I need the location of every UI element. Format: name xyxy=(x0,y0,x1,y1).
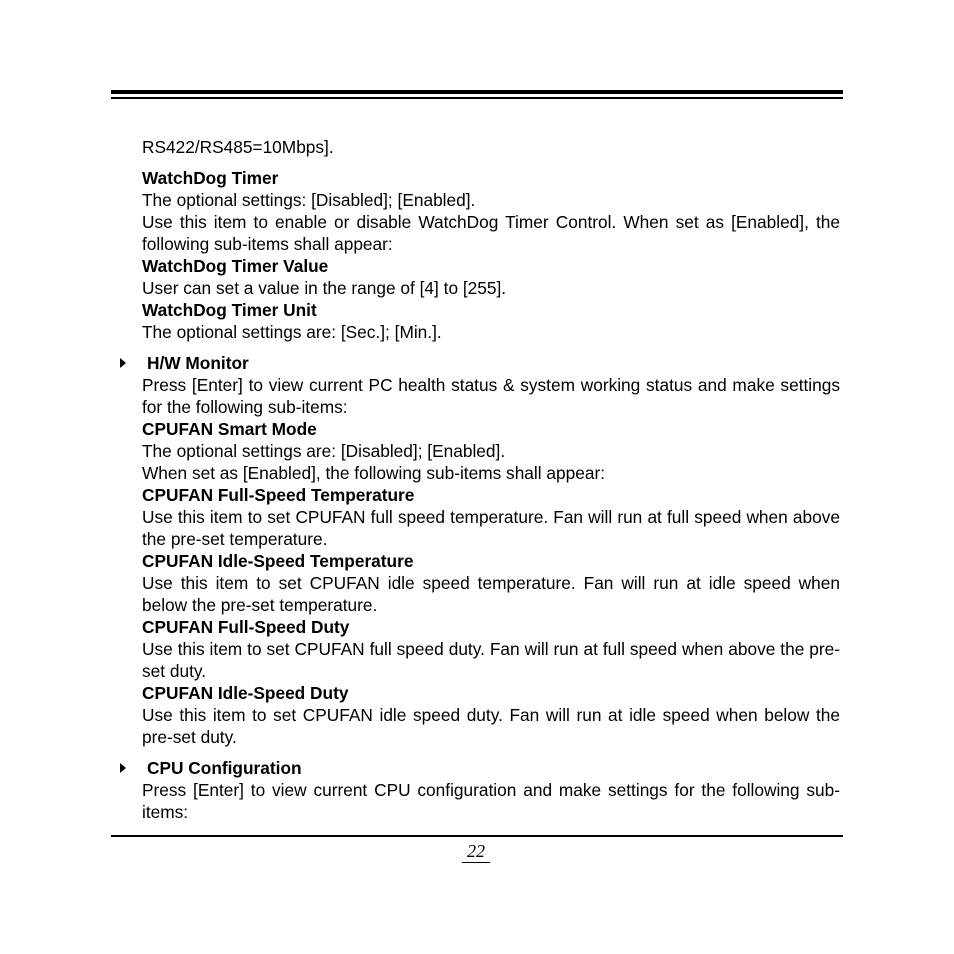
cpufan-idle-duty-title: CPUFAN Idle-Speed Duty xyxy=(142,683,349,703)
header-rule-thin xyxy=(111,97,843,99)
watchdog-timer-desc: Use this item to enable or disable WatchDog Timer Control. When set as [Enabled], the following sub-items shall appear: xyxy=(142,212,840,254)
hw-monitor-section xyxy=(142,352,840,748)
watchdog-unit-desc: The optional settings are: [Sec.]; [Min.]. xyxy=(142,322,442,342)
cpufan-idle-duty-desc: Use this item to set CPUFAN idle speed duty. Fan will run at idle speed when below the pre-set duty. xyxy=(142,705,840,747)
page-number: 22 xyxy=(462,840,490,863)
cpufan-smart-title: CPUFAN Smart Mode xyxy=(142,419,317,439)
footer-rule xyxy=(111,835,843,837)
watchdog-unit-title: WatchDog Timer Unit xyxy=(142,300,317,320)
intro-text: RS422/RS485=10Mbps]. xyxy=(142,137,334,157)
cpufan-idle-temp-desc: Use this item to set CPUFAN idle speed temperature. Fan will run at idle speed when below the pre-set temperature. xyxy=(142,573,840,615)
watchdog-timer-settings: The optional settings: [Disabled]; [Enabled]. xyxy=(142,190,476,210)
cpufan-full-duty-title: CPUFAN Full-Speed Duty xyxy=(142,617,350,637)
watchdog-value-desc: User can set a value in the range of [4] to [255]. xyxy=(142,278,507,298)
triangle-bullet-icon xyxy=(120,358,126,368)
hw-monitor-desc: Press [Enter] to view current PC health status & system working status and make settings for the following sub-items: xyxy=(142,375,840,417)
cpufan-full-temp-title: CPUFAN Full-Speed Temperature xyxy=(142,485,415,505)
watchdog-value-title: WatchDog Timer Value xyxy=(142,256,329,276)
cpu-config-title: CPU Configuration xyxy=(147,758,302,778)
cpufan-idle-temp-title: CPUFAN Idle-Speed Temperature xyxy=(142,551,414,571)
cpu-config-section xyxy=(142,757,840,823)
hw-monitor-title: H/W Monitor xyxy=(147,353,249,373)
cpufan-full-duty-desc: Use this item to set CPUFAN full speed duty. Fan will run at full speed when above the pre-set duty. xyxy=(142,639,840,681)
cpufan-full-temp-desc: Use this item to set CPUFAN full speed temperature. Fan will run at full speed when above the pre-set temperature. xyxy=(142,507,840,549)
triangle-bullet-icon xyxy=(120,763,126,773)
watchdog-timer-title: WatchDog Timer xyxy=(142,168,279,188)
header-rule-thick xyxy=(111,90,843,94)
cpu-config-desc: Press [Enter] to view current CPU configuration and make settings for the following sub-items: xyxy=(142,780,840,822)
cpufan-smart-settings: The optional settings are: [Disabled]; [Enabled]. xyxy=(142,441,506,461)
cpufan-smart-desc: When set as [Enabled], the following sub-items shall appear: xyxy=(142,463,606,483)
page-content xyxy=(142,136,840,823)
